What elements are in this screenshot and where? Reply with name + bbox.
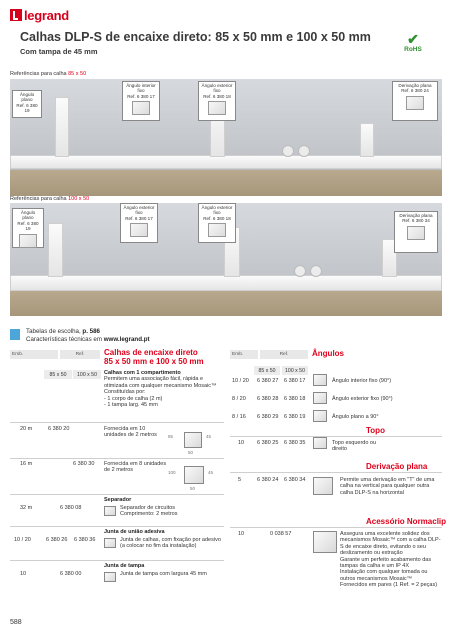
socket <box>298 145 310 157</box>
left-header-emb: Emb. <box>10 350 58 359</box>
right-col1-header: 85 x 50 <box>254 366 280 375</box>
row1-dim-b: 45 <box>206 434 212 439</box>
left-col2-header: 100 x 50 <box>73 370 101 379</box>
divider <box>10 422 224 423</box>
angulo2-ref2: 6 380 18 <box>284 396 306 402</box>
row1-emb: 20 m <box>20 426 33 432</box>
row2-desc: Fornecida em 8 unidades de 2 metros <box>104 461 167 474</box>
trunk-section-icon <box>184 432 202 448</box>
rohs-label: RoHS <box>404 46 422 53</box>
angulo1-ref2: 6 380 17 <box>284 378 306 384</box>
right-col2-header: 100 x 50 <box>282 366 308 375</box>
angulo1-ref1: 6 380 27 <box>257 378 279 384</box>
deriv-desc: Permite uma derivação em "T" de uma calha na vertical para qualquer outra calha DLP-S na horizontal <box>340 477 435 496</box>
row2-emb: 16 m <box>20 461 33 467</box>
legrand-logo <box>10 8 69 22</box>
cover-joint-icon <box>104 572 116 582</box>
section1-label-dim: 85 x 50 <box>68 71 87 77</box>
callout-angulo-plano <box>12 208 44 248</box>
callout-ref: Ref. 6 380 34 <box>402 218 430 224</box>
page-title: Calhas DLP-S de encaixe direto: 85 x 50 mm e 100 x 50 mm <box>20 30 371 44</box>
trunk-horizontal <box>10 275 442 291</box>
row1-dim-c: 50 <box>188 450 194 455</box>
callout-name: Ângulo plano <box>19 92 35 103</box>
row1-dim-a: 85 <box>168 434 174 439</box>
divider <box>230 527 442 528</box>
angle-thumbnail-icon <box>208 101 226 115</box>
topo-title: Topo <box>366 426 385 435</box>
callout-name: Ângulo exterior fixo <box>201 83 233 94</box>
exterior-angle-icon <box>313 392 327 404</box>
photo-floor <box>10 290 442 316</box>
divider <box>230 436 442 437</box>
sep-emb: 32 m <box>20 505 33 511</box>
photo-85x50 <box>10 79 442 196</box>
right-header-emb: Emb. <box>230 350 258 359</box>
callout-angulo-interior <box>122 81 160 121</box>
divider <box>10 526 224 527</box>
callout-name: Ângulo exterior fixo <box>123 205 155 216</box>
section1-label-prefix: Referências para calha <box>10 71 69 77</box>
angle-thumbnail-icon <box>208 223 226 237</box>
end-cap-icon <box>313 437 327 449</box>
trunk-horizontal <box>10 155 442 169</box>
callout-name: Ângulo plano <box>20 210 36 221</box>
junc-title <box>104 529 165 535</box>
topo-ref2: 6 380 35 <box>284 440 306 446</box>
normaclip-icon <box>313 531 337 553</box>
angulos-title: Ângulos <box>312 349 344 358</box>
compartment-block <box>104 370 224 408</box>
junc-emb: 10 / 20 <box>14 537 31 543</box>
tampa-title-text: Junta de tampa <box>104 563 145 569</box>
socket <box>310 265 322 277</box>
flat-angle-icon <box>313 410 327 422</box>
callout-derivacao-plana <box>394 211 438 253</box>
interior-angle-icon <box>313 374 327 386</box>
divider <box>10 494 224 495</box>
angulo1-emb: 10 / 20 <box>232 378 249 384</box>
callout-angulo-plano <box>12 90 42 118</box>
book-icon <box>10 329 20 340</box>
info-page-link[interactable]: p. 586 <box>82 328 100 335</box>
callout-name: Derivação plana <box>398 83 432 88</box>
angle-thumbnail-icon <box>19 234 37 248</box>
callout-ref: Ref. 6 380 17 <box>125 215 153 221</box>
deriv-emb: 5 <box>238 477 242 483</box>
acess-emb: 10 <box>238 531 245 537</box>
row2-dim-a: 100 <box>168 470 176 475</box>
tampa-emb: 10 <box>20 571 27 577</box>
socket <box>294 265 306 277</box>
callout-angulo-exterior <box>198 81 236 121</box>
callout-ref: Ref. 6 380 24 <box>401 88 429 94</box>
topo-emb: 10 <box>238 440 245 446</box>
acess-desc: Assegura uma excelente solidez dos mecanismos Mosaic™ com a calha DLP-S de encaixe direto, evitando o seu deslizamento ou extração Garante um perfeito acabamento das tampas da calha e um IP 4X Instalação com qualquer tomada ou outros mecanismos Mosaic™ Fornecidos em pares (1 Ref. = 2 peças) <box>340 531 441 589</box>
callout-angulo-exterior <box>198 203 236 243</box>
section2-label <box>10 196 89 202</box>
deriv-ref2: 6 380 34 <box>284 477 306 483</box>
callout-angulo-exterior <box>120 203 158 243</box>
callout-name: Derivação plana <box>399 213 433 218</box>
junc-ref1: 6 380 26 <box>46 537 68 543</box>
trunk-section-icon <box>184 466 204 484</box>
sep-title-text: Separador <box>104 497 132 503</box>
junc-desc: Junta de calhas, com fixação por adesivo (a colocar no fim da instalação) <box>120 537 221 550</box>
callout-name: Ângulo interior fixo <box>126 83 156 94</box>
trunk-vertical <box>48 223 63 277</box>
divider <box>10 560 224 561</box>
tampa-ref: 6 380 00 <box>60 571 82 577</box>
divider <box>230 472 442 473</box>
socket <box>282 145 294 157</box>
callout-name: Ângulo exterior fixo <box>201 205 233 216</box>
tampa-desc: Junta de tampa com largura 45 mm <box>120 571 207 577</box>
row1-desc: Fornecida em 10 unidades de 2 metros <box>104 426 157 439</box>
left-header-ref: Ref. <box>60 350 100 359</box>
page-number: 588 <box>10 619 22 626</box>
topo-ref1: 6 380 25 <box>257 440 279 446</box>
section2-label-dim: 100 x 50 <box>68 196 90 202</box>
photo-100x50 <box>10 203 442 316</box>
angle-thumbnail-icon <box>132 101 150 115</box>
angulo3-ref1: 6 380 29 <box>257 414 279 420</box>
sep-ref: 6 380 08 <box>60 505 82 511</box>
trunk-vertical <box>360 123 374 157</box>
section2-label-prefix: Referências para calha <box>10 196 69 202</box>
junc-title-text: Junta de união adesiva <box>104 529 165 535</box>
compartment-desc: Permitem uma associação fácil, rápida e otimizada com qualquer mecanismo Mosaic™ Constituídas por: - 1 corpo de calha (2 m) - 1 tampa larg. 45 mm <box>104 376 217 409</box>
angulo3-desc: Ângulo plano a 90° <box>332 414 379 420</box>
angulo2-emb: 8 / 20 <box>232 396 246 402</box>
sep-title <box>104 497 131 503</box>
separator-icon <box>104 506 116 516</box>
row2-ref: 6 380 30 <box>73 461 95 467</box>
row2-dim-c: 50 <box>190 486 196 491</box>
angulo2-ref1: 6 380 28 <box>257 396 279 402</box>
info-website-link[interactable]: www.legrand.pt <box>103 335 150 343</box>
callout-derivacao-plana <box>392 81 438 121</box>
acess-title: Acessório Normaclip <box>366 517 447 526</box>
callout-ref: Ref. 6 380 17 <box>127 93 155 99</box>
derivation-thumbnail-icon <box>407 226 425 240</box>
tampa-title <box>104 563 144 569</box>
acess-ref: 0 038 57 <box>270 531 292 537</box>
deriv-title: Derivação plana <box>366 462 428 471</box>
divider <box>10 458 224 459</box>
rohs-badge <box>398 32 428 53</box>
angulo3-emb: 8 / 16 <box>232 414 246 420</box>
callout-ref: Ref. 6 380 18 <box>203 215 231 221</box>
page-subtitle: Com tampa de 45 mm <box>20 47 98 56</box>
angle-thumbnail-icon <box>130 223 148 237</box>
check-icon: ✔ <box>407 31 419 47</box>
section1-label <box>10 71 86 77</box>
left-col1-header: 85 x 50 <box>44 370 72 379</box>
trunk-vertical <box>55 97 69 157</box>
callout-ref: Ref. 6 380 18 <box>203 93 231 99</box>
sep-desc: Separador de circuitos Comprimento: 2 metros <box>120 505 178 518</box>
flat-derivation-icon <box>313 477 333 495</box>
angulo2-desc: Ângulo exterior fixo (90°) <box>332 396 393 402</box>
junc-ref2: 6 380 36 <box>74 537 96 543</box>
right-header-ref: Ref. <box>260 350 308 359</box>
topo-desc: Topo esquerdo ou direito <box>332 440 377 453</box>
angulo3-ref2: 6 380 19 <box>284 414 306 420</box>
info-text <box>26 328 150 343</box>
brand-name: legrand <box>24 7 69 23</box>
joint-icon <box>104 538 116 548</box>
photo-floor <box>10 170 442 196</box>
callout-ref: Ref. 6 380 19 <box>16 102 38 114</box>
compartment-title: Calhas com 1 compartimento <box>104 370 181 376</box>
row2-dim-b: 45 <box>208 470 214 475</box>
deriv-ref1: 6 380 24 <box>257 477 279 483</box>
info-line2-prefix: Características técnicas em <box>26 335 104 343</box>
info-line1-prefix: Tabelas de escolha, <box>26 328 83 335</box>
legrand-logo-icon <box>10 9 22 21</box>
derivation-thumbnail-icon <box>406 96 424 110</box>
angulo1-desc: Ângulo interior fixo (90°) <box>332 378 392 384</box>
callout-ref: Ref. 6 380 19 <box>17 220 39 232</box>
left-heading: Calhas de encaixe direto 85 x 50 mm e 100 x 50 mm <box>104 348 204 366</box>
row1-ref: 6 380 20 <box>48 426 70 432</box>
